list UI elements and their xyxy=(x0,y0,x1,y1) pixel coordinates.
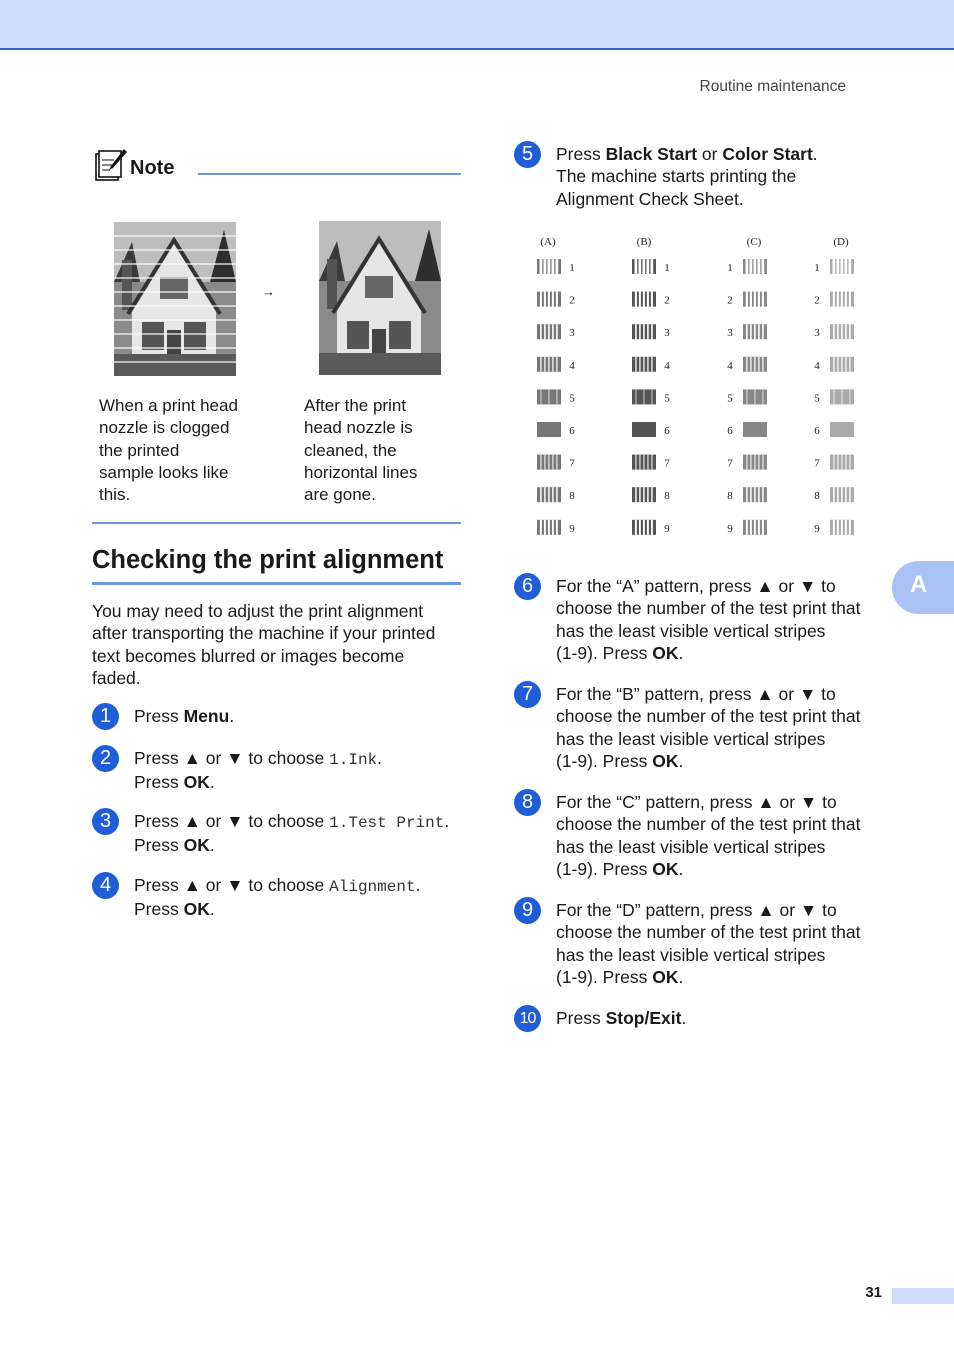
sheet-row-number: 5 xyxy=(727,392,733,405)
sheet-row-number: 1 xyxy=(664,262,670,274)
caption-after: After the print head nozzle is cleaned, the horizontal lines are gone. xyxy=(304,396,418,505)
sheet-pattern-block xyxy=(632,487,656,502)
sheet-pattern-block xyxy=(743,422,767,437)
sheet-pattern-block xyxy=(830,422,854,437)
step-3-text: Press ▲ or ▼ to choose 1.Test Print. Press OK. xyxy=(134,811,450,856)
sheet-row-number: 2 xyxy=(569,294,575,307)
sheet-pattern-block xyxy=(537,422,561,437)
sample-clean-nozzle-image xyxy=(319,221,441,375)
sheet-pattern-block xyxy=(537,455,561,470)
step-10-text: Press Stop/Exit. xyxy=(556,1008,687,1028)
sheet-pattern-block xyxy=(830,357,854,372)
sheet-row-number: 3 xyxy=(814,327,820,340)
step-8-text: For the “C” pattern, press ▲ or ▼ to choose the number of the test print that has the least visible vertical stripes (1-9). Press OK. xyxy=(556,792,861,879)
sheet-row-number: 6 xyxy=(664,425,670,437)
sheet-pattern-block xyxy=(537,259,561,274)
before-after-arrow: → xyxy=(262,284,275,299)
sheet-row-number: 8 xyxy=(664,490,670,503)
sheet-row-number: 4 xyxy=(664,359,670,372)
sheet-pattern-block xyxy=(537,389,561,404)
step-9-number: 9 xyxy=(514,897,541,924)
sheet-pattern-block xyxy=(632,259,656,274)
sheet-pattern-block xyxy=(537,357,561,372)
sheet-pattern-block xyxy=(830,324,854,339)
sheet-pattern-block xyxy=(743,259,767,274)
sheet-pattern-block xyxy=(830,487,854,502)
sheet-column-label: (B) xyxy=(636,236,652,248)
sheet-row-number: 8 xyxy=(569,490,575,503)
sheet-row-number: 6 xyxy=(569,425,575,437)
sheet-pattern-block xyxy=(632,389,656,404)
section-intro: You may need to adjust the print alignment after transporting the machine if your printed text becomes blurred or images become faded. xyxy=(92,601,436,688)
sheet-column-label: (C) xyxy=(746,236,762,248)
sheet-row-number: 1 xyxy=(569,262,575,274)
sheet-row-number: 4 xyxy=(814,359,820,372)
step-7-text: For the “B” pattern, press ▲ or ▼ to choose the number of the test print that has the least visible vertical stripes (1-9). Press OK. xyxy=(556,684,861,771)
step-2-number: 2 xyxy=(92,745,119,772)
note-title: Note xyxy=(130,157,175,179)
sheet-row-number: 5 xyxy=(569,392,575,405)
sheet-pattern-block xyxy=(830,259,854,274)
sheet-pattern-block xyxy=(743,324,767,339)
sheet-row-number: 7 xyxy=(664,457,670,470)
step-3-number: 3 xyxy=(92,808,119,835)
running-title: Routine maintenance xyxy=(699,78,846,95)
sheet-pattern-block xyxy=(632,357,656,372)
page-number-bar xyxy=(892,1288,954,1304)
sheet-pattern-block xyxy=(632,422,656,437)
sheet-pattern-block xyxy=(632,324,656,339)
sheet-row-number: 7 xyxy=(727,457,733,470)
sheet-pattern-block xyxy=(743,455,767,470)
sheet-pattern-block xyxy=(537,487,561,502)
sheet-row-number: 9 xyxy=(727,522,733,535)
step-9-text: For the “D” pattern, press ▲ or ▼ to choose the number of the test print that has the least visible vertical stripes (1-9). Press OK. xyxy=(556,900,861,987)
note-pencil-icon xyxy=(94,148,128,182)
step-1-number: 1 xyxy=(92,703,119,730)
sheet-row-number: 9 xyxy=(814,522,820,535)
sheet-row-number: 5 xyxy=(814,392,820,405)
section-title-rule xyxy=(92,582,461,585)
step-7-number: 7 xyxy=(514,681,541,708)
sheet-row-number: 1 xyxy=(814,262,820,274)
sheet-row-number: 7 xyxy=(569,457,575,470)
sheet-row-number: 2 xyxy=(727,294,733,307)
sheet-pattern-block xyxy=(743,357,767,372)
top-header-band xyxy=(0,0,954,50)
step-4-text: Press ▲ or ▼ to choose Alignment. Press OK. xyxy=(134,875,421,920)
step-4-number: 4 xyxy=(92,872,119,899)
sheet-pattern-block xyxy=(632,455,656,470)
sample-clogged-nozzle-image xyxy=(114,222,236,376)
sheet-pattern-block xyxy=(830,455,854,470)
sheet-row-number: 8 xyxy=(814,490,820,503)
sheet-pattern-block xyxy=(743,389,767,404)
sheet-row-number: 6 xyxy=(727,425,733,437)
sheet-row-number: 4 xyxy=(569,359,575,372)
sheet-pattern-block xyxy=(537,324,561,339)
sheet-row-number: 7 xyxy=(814,457,820,470)
step-2-text: Press ▲ or ▼ to choose 1.Ink. Press OK. xyxy=(134,748,383,793)
sheet-row-number: 9 xyxy=(569,522,575,535)
sheet-pattern-block xyxy=(537,520,561,535)
sheet-row-number: 2 xyxy=(664,294,670,307)
page-number: 31 xyxy=(865,1284,882,1301)
sheet-row-number: 6 xyxy=(814,425,820,437)
sheet-pattern-block xyxy=(830,292,854,307)
sheet-row-number: 2 xyxy=(814,294,820,307)
note-bottom-rule xyxy=(92,522,461,524)
step-5-number: 5 xyxy=(514,141,541,168)
step-5-text: Press Black Start or Color Start. The machine starts printing the Alignment Check Sheet. xyxy=(556,144,818,209)
step-6-number: 6 xyxy=(514,573,541,600)
sheet-row-number: 1 xyxy=(727,262,733,274)
sheet-pattern-block xyxy=(632,292,656,307)
appendix-side-tab: A xyxy=(892,561,954,614)
section-title: Checking the print alignment xyxy=(92,546,444,574)
sheet-pattern-block xyxy=(743,487,767,502)
step-8-number: 8 xyxy=(514,789,541,816)
step-10-number: 10 xyxy=(514,1005,541,1032)
sheet-pattern-block xyxy=(537,292,561,307)
sheet-column-label: (D) xyxy=(833,236,849,248)
alignment-check-sheet xyxy=(526,228,866,548)
sheet-row-number: 9 xyxy=(664,522,670,535)
sheet-row-number: 5 xyxy=(664,392,670,405)
sheet-pattern-block xyxy=(632,520,656,535)
sheet-pattern-block xyxy=(830,520,854,535)
sheet-row-number: 8 xyxy=(727,490,733,503)
sheet-row-number: 3 xyxy=(727,327,733,340)
caption-before: When a print head nozzle is clogged the printed sample looks like this. xyxy=(99,396,238,505)
sheet-column-label: (A) xyxy=(540,236,556,248)
sheet-pattern-block xyxy=(743,520,767,535)
sheet-pattern-block xyxy=(743,292,767,307)
sheet-row-number: 4 xyxy=(727,359,733,372)
sheet-row-number: 3 xyxy=(569,327,575,340)
sheet-pattern-block xyxy=(830,389,854,404)
note-top-rule xyxy=(198,173,461,175)
step-6-text: For the “A” pattern, press ▲ or ▼ to choose the number of the test print that has the least visible vertical stripes (1-9). Press OK. xyxy=(556,576,861,663)
sheet-row-number: 3 xyxy=(664,327,670,340)
step-1-text: Press Menu. xyxy=(134,706,235,726)
